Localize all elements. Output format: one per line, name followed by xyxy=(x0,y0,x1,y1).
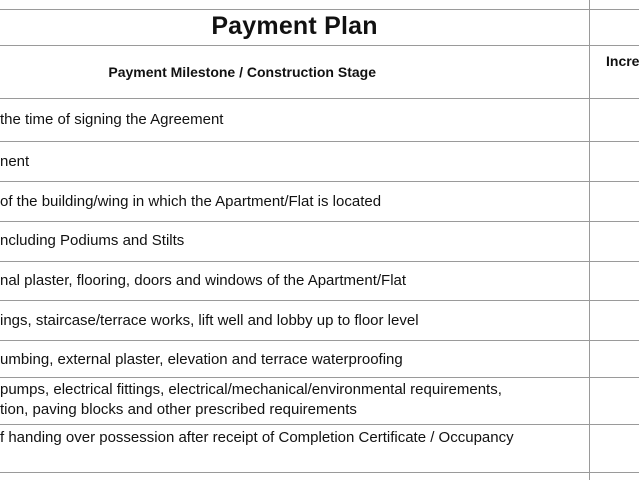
table-row xyxy=(0,231,585,251)
increment-column-header: Incre xyxy=(606,53,639,69)
grid-line xyxy=(0,9,639,10)
page-title: Payment Plan xyxy=(211,12,378,40)
grid-line xyxy=(0,377,639,378)
table-row xyxy=(0,271,585,291)
table-row xyxy=(0,110,585,130)
grid-line xyxy=(0,340,639,341)
grid-line xyxy=(0,141,639,142)
row-text: pumps, electrical fittings, electrical/mechanical/environmental requirements, xyxy=(0,381,502,398)
table-row xyxy=(0,152,585,172)
grid-line xyxy=(0,300,639,301)
table-row xyxy=(0,192,585,212)
table-row xyxy=(0,311,585,331)
grid-line xyxy=(0,221,639,222)
grid-line xyxy=(0,98,639,99)
grid-line xyxy=(0,472,639,473)
row-text: nal plaster, flooring, doors and windows of the Apartment/Flat xyxy=(0,272,407,289)
row-text: f handing over possession after receipt of Completion Certificate / Occupancy xyxy=(0,429,514,446)
row-text: umbing, external plaster, elevation and terrace waterproofing xyxy=(0,351,403,368)
row-text: nent xyxy=(0,153,30,170)
table-row xyxy=(0,380,585,420)
row-text: ings, staircase/terrace works, lift well and lobby up to floor level xyxy=(0,312,419,329)
grid-line xyxy=(0,45,639,46)
grid-line xyxy=(0,181,639,182)
grid-line xyxy=(0,424,639,425)
table-row xyxy=(0,428,585,448)
row-text: of the building/wing in which the Apartment/Flat is located xyxy=(0,193,382,210)
table-row xyxy=(0,350,585,370)
column-divider xyxy=(589,0,590,480)
milestone-column-header: Payment Milestone / Construction Stage xyxy=(108,64,376,80)
row-text: the time of signing the Agreement xyxy=(0,111,224,128)
row-text: ncluding Podiums and Stilts xyxy=(0,232,185,249)
grid-line xyxy=(0,261,639,262)
row-text: tion, paving blocks and other prescribed requirements xyxy=(0,401,357,418)
